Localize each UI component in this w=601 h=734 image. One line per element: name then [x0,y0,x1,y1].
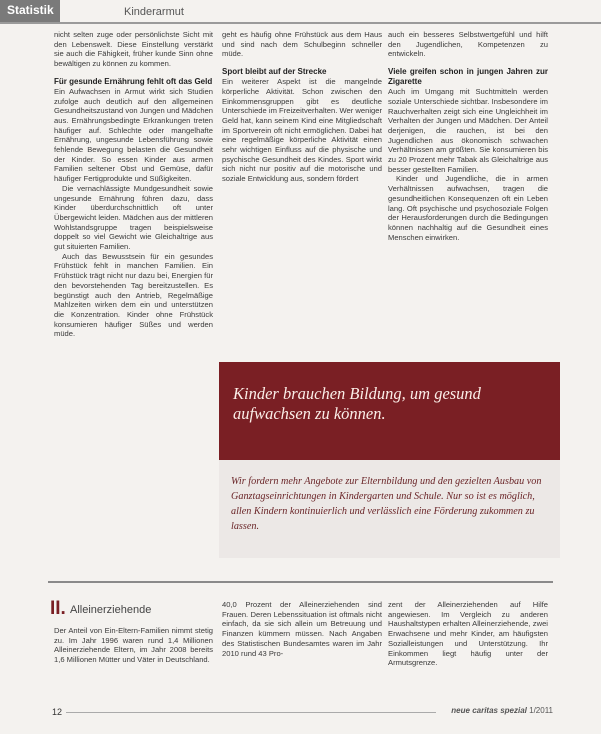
quote-banner [219,362,560,460]
paragraph: Die vernachlässigte Mundgesundheit sowie ungesunde Ernährung führen dazu, dass Kinder überdurchschnittlich oft unter Übergewicht leiden. Mädchen aus der mittleren Wohlstandsgruppe tragen beispielsweise doppelt so viel Gewicht wie Gleichaltrige aus gut situierten Familien. [54,183,213,252]
callout-text: Wir fordern mehr Angebote zur Elternbildung und den gezielten Ausbau von Ganztagseinrichtungen in Kindergarten und Schule. Nur so ist es möglich, allen Kindern kontinuierlich und verlässlich eine Förderung zukommen zu lassen. [231,476,542,532]
running-title: Kinderarmut [124,6,184,18]
paragraph: Ein weiterer Aspekt ist die mangelnde körperliche Aktivität. Schon zwischen den Einkommensgruppen gibt es deutliche Unterschiede im Freizeitverhalten. Wer weniger Geld hat, kann seinem Kind eine Mitgliedschaft im Sportverein oft nicht ermöglichen. Dabei hat eine regelmäßige körperliche Aktivität einen sehr wichtigen Einfluss auf die physische und psychische Gesundheit des Kindes. Sport wirkt sich nicht nur positiv auf die motorische und soziale Entwicklung aus, sondern fördert [222,77,382,184]
section-title: Alleinerziehende [70,604,152,616]
banner-quote: Kinder brauchen Bildung, um gesund aufwachsen zu können. [233,384,481,423]
section-tab [0,0,60,22]
demand-callout [219,460,560,558]
section-tab-label: Statistik [7,3,54,17]
journal-name [451,706,553,715]
paragraph: geht es häufig ohne Frühstück aus dem Haus und sind nach dem Schulbeginn schneller müde. [222,30,382,59]
paragraph: Der Anteil von Ein-Eltern-Familien nimmt stetig zu. Im Jahr 1996 waren rund 1,4 Millionen Alleinerziehende Eltern, im Jahr 2008 bereits 1,6 Millionen Mütter und Väter in Deutschland. [54,626,213,665]
paragraph: Auch im Umgang mit Suchtmitteln werden soziale Unterschiede sichtbar. Insbesondere im Rauchverhalten zeigt sich eine Ungleichheit im Verhalten der Jungen und Mädchen. Der Anteil derjenigen, die rauchen, ist bei den Jugendlichen aus ökonomisch schwachen Verhältnissen am größten. Sie konsumieren bis zu 20 Prozent mehr Tabak als Gleichaltrige aus besser gestellten Familien. [388,87,548,174]
subheading: Sport bleibt auf der Strecke [222,67,327,77]
footer-rule [66,712,436,713]
paragraph: Ein Aufwachsen in Armut wirkt sich Studien zufolge auch deutlich auf den allgemeinen Gesundheitszustand von Jungen und Mädchen aus. Ernährungsbedingte Erkrankungen treten häufiger auf. Schlechte oder mangelhafte Ernährung, ungesunde Lebensführung sowie fehlende Bewegung belasten die Gesundheit der Kinder. So essen Kinder aus armen Familien seltener Obst und Gemüse, dafür häufiger Fertigprodukte und Süßigkeiten. [54,86,213,184]
paragraph: Kinder und Jugendliche, die in armen Verhältnissen aufwachsen, tragen die gesundheitlichen Konsequenzen oft ein Leben lang. Oft psychische und psychosoziale Folgen der Herausforderungen durch die Bedingungen können nachhaltig auf die Gesundheit eines Menschen einwirken. [388,174,548,242]
subheading: Viele greifen schon in jungen Jahren zur Zigarette [388,67,548,87]
subheading: Für gesunde Ernährung fehlt oft das Geld [54,76,213,86]
bottom-column-1 [54,626,213,704]
paragraph: zent der Alleinerziehenden auf Hilfe angewiesen. Im Vergleich zu anderen Haushaltstypen erhalten Alleinerziehende, zwei Erwachsene und mehr Kinder, am häufigsten Sozialleistungen und Unterstützung. Ihr Einkommen liegt häufig unter der Armutsgrenze. [388,600,548,668]
journal-title: neue caritas spezial [451,706,527,715]
page-number: 12 [52,707,63,717]
bottom-column-2 [222,600,382,704]
journal-issue: 1/2011 [529,706,553,715]
bottom-column-3 [388,600,548,704]
section-divider [48,581,553,583]
text-column-2 [222,30,382,350]
paragraph: nicht selten zuge oder persönlichste Sicht mit den Lebenswelt. Diese Einstellung verstärkt sie auch die Fähigkeit, früher kunde Sinn ohne bewältigen zu können zu kommen. [54,30,213,69]
header-rule [0,22,601,24]
section-number: II. [50,598,66,619]
paragraph: auch ein besseres Selbstwertgefühl und hilft den Jugendlichen, Kompetenzen zu entwickeln. [388,30,548,59]
text-column-1 [54,30,213,545]
text-column-3 [388,30,548,350]
paragraph: Auch das Bewusstsein für ein gesundes Frühstück fehlt in manchen Familien. Ein Frühstück trägt nicht nur dazu bei, Energien für den bevorstehenden Tag bereitzustellen. Es begünstigt auch den Antrieb, Regelmäßige Mahlzeiten wirken dem ein und unterstützen die Konzentration. Kinder ohne Frühstück konsumieren häufiger Süßes und werden müde. [54,251,213,339]
paragraph: 40,0 Prozent der Alleinerziehenden sind Frauen. Deren Lebenssituation ist oftmals nicht einfach, da sie sich allein um Betreuung und Finanzen kümmern müssen. Nach Angaben des Statistischen Bundesamtes waren im Jahr 2010 rund 43 Pro- [222,600,382,658]
